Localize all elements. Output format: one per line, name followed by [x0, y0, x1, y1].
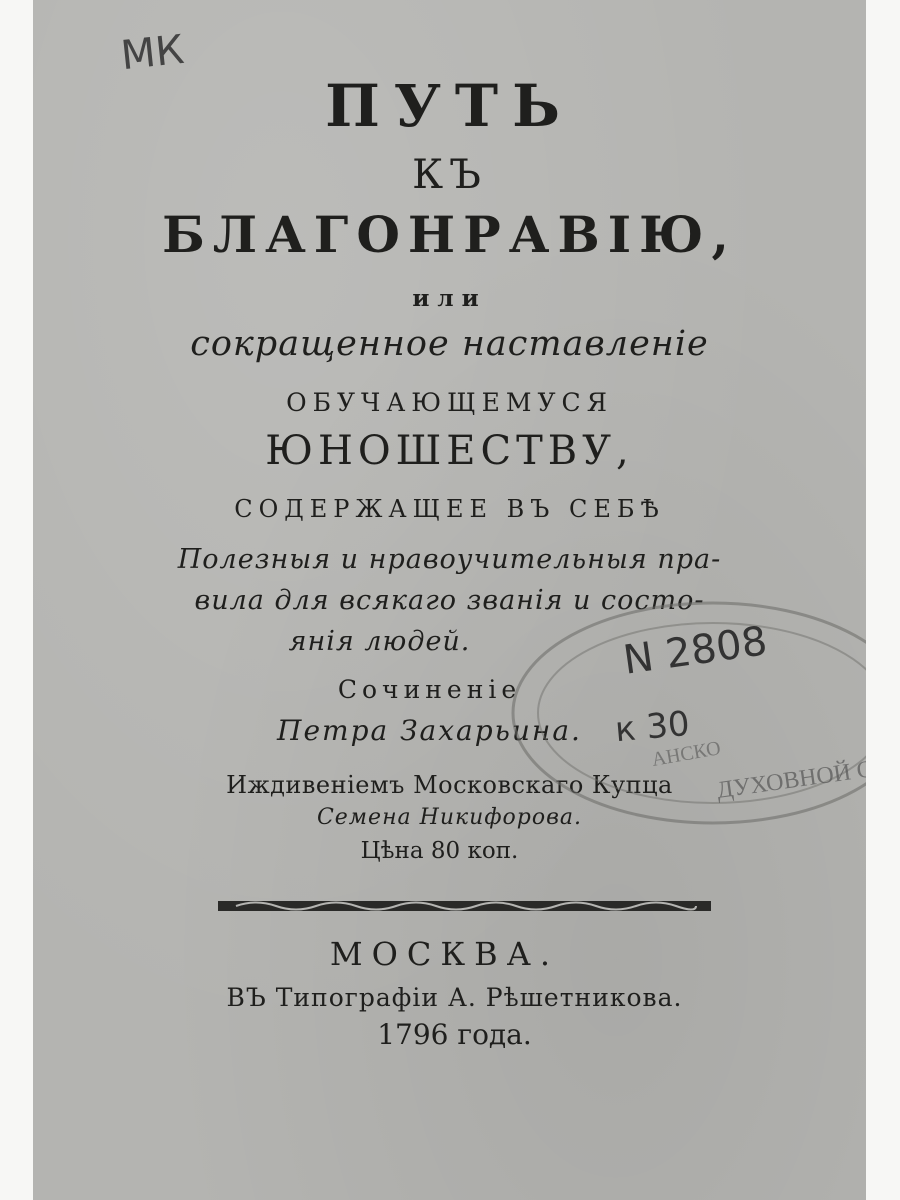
- title-or: или: [412, 285, 487, 312]
- title-connector: КЪ: [412, 152, 487, 198]
- title-subject: БЛАГОНРАВІЮ,: [162, 205, 737, 264]
- shelf-prefix: N: [620, 634, 657, 684]
- price-line: Цѣна 80 коп.: [360, 838, 519, 864]
- author-name: Петра Захарьина.: [277, 714, 582, 747]
- stamp-text: ДУХОВНОЙ СЕ: [715, 754, 889, 804]
- audience-line-1: ОБУЧАЮЩЕМУСЯ: [286, 388, 613, 417]
- patron-name: Семена Никифорова.: [316, 805, 583, 830]
- book-title: ПУТЬ: [325, 72, 574, 140]
- publication-year: 1796 года.: [377, 1018, 532, 1051]
- description-line: вила для всякаго званія и состо-: [194, 585, 705, 616]
- stamp-partial-text: АНСКО: [650, 737, 723, 771]
- contains-line: СОДЕРЖАЩЕЕ ВЪ СЕБѢ: [234, 495, 665, 523]
- description-line: Полезныя и нравоучительныя пра-: [177, 544, 722, 575]
- handwritten-mark: МК: [118, 26, 187, 80]
- patron-line: Иждивеніемъ Московскаго Купца: [226, 771, 673, 799]
- handwritten-shelf-mark: к 30: [613, 703, 692, 751]
- work-label: Сочиненіе: [337, 675, 522, 704]
- scanned-title-page: [33, 0, 889, 1200]
- press-line: ВЪ Типографіи А. Рѣшетникова.: [226, 983, 683, 1012]
- city: МОСКВА.: [329, 935, 560, 973]
- subtitle: сокращенное наставленіе: [190, 324, 709, 364]
- ornamental-rule: [216, 895, 713, 917]
- description-line: янія людей.: [288, 626, 471, 657]
- shelf-number: 2808: [662, 618, 770, 678]
- audience-line-2: ЮНОШЕСТВУ,: [265, 428, 634, 474]
